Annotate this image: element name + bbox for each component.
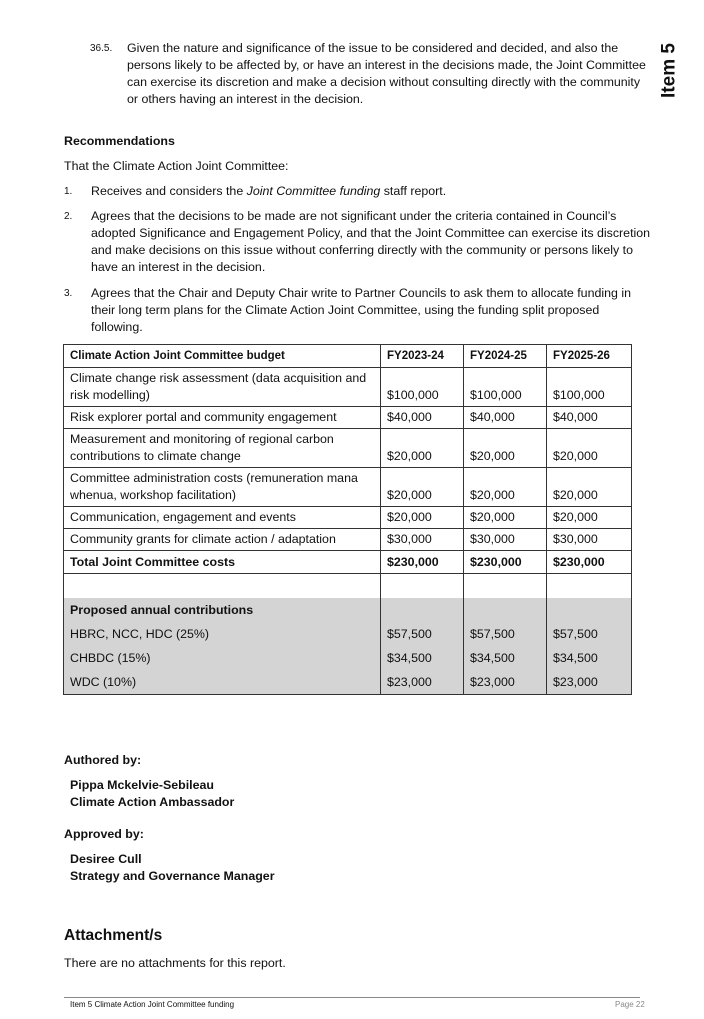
item-tab <box>654 44 684 104</box>
cell-value: $20,000 <box>464 468 547 507</box>
cell-value: $23,000 <box>547 670 632 695</box>
row-label: CHBDC (15%) <box>64 646 381 670</box>
cell-value: $57,500 <box>381 622 464 646</box>
row-label: Climate change risk assessment (data acquisition and risk modelling) <box>64 368 381 407</box>
table-row <box>64 507 632 529</box>
spacer-row <box>64 574 632 599</box>
row-label: Risk explorer portal and community engagement <box>64 407 381 429</box>
item-number: 1. <box>64 186 73 197</box>
approved-label: Approved by: <box>64 827 144 841</box>
table-header-row <box>64 345 632 368</box>
contribution-row <box>64 622 632 646</box>
cell-value: $20,000 <box>381 507 464 529</box>
item-number: 2. <box>64 211 73 222</box>
cell-value: $30,000 <box>547 529 632 551</box>
cell-value: $34,500 <box>547 646 632 670</box>
row-label: Community grants for climate action / adaptation <box>64 529 381 551</box>
cell-value: $34,500 <box>464 646 547 670</box>
row-label: Total Joint Committee costs <box>64 551 381 574</box>
footer-title: Item 5 Climate Action Joint Committee funding <box>70 1000 235 1009</box>
cell-value: $20,000 <box>547 507 632 529</box>
paragraph-36-5 <box>90 40 650 108</box>
recommendations-intro: That the Climate Action Joint Committee: <box>64 159 289 173</box>
cell-value: $34,500 <box>381 646 464 670</box>
cell-value: $20,000 <box>381 468 464 507</box>
cell-value: $100,000 <box>547 368 632 407</box>
recommendation-item <box>64 183 654 200</box>
cell-value: $30,000 <box>381 529 464 551</box>
attachments-text: There are no attachments for this report. <box>64 956 286 970</box>
header-cell: FY2023-24 <box>381 345 464 368</box>
cell-value: $23,000 <box>381 670 464 695</box>
budget-table <box>63 344 632 695</box>
cell-value: $57,500 <box>464 622 547 646</box>
item-text: Agrees that the decisions to be made are not significant under the criteria contained in Council’s adopted Significance and Engagement Policy, and that the Joint Committee can exercise its discretion and make decisions on this issue without conferring directly with the community or persons likely to have an interest in the decision. <box>91 209 651 274</box>
row-label: WDC (10%) <box>64 670 381 695</box>
cell-value: $20,000 <box>464 507 547 529</box>
row-label: HBRC, NCC, HDC (25%) <box>64 622 381 646</box>
cell-value: $20,000 <box>547 468 632 507</box>
cell-value: $230,000 <box>464 551 547 574</box>
item-tab-label: Item 5 <box>658 43 680 98</box>
row-label: Communication, engagement and events <box>64 507 381 529</box>
table-row <box>64 407 632 429</box>
recommendation-item <box>64 285 654 336</box>
cell-value: $30,000 <box>464 529 547 551</box>
cell-value: $20,000 <box>547 429 632 468</box>
cell-value: $230,000 <box>547 551 632 574</box>
item-text: Agrees that the Chair and Deputy Chair write to Partner Councils to ask them to allocate funding in their long term plans for the Climate Action Joint Committee, using the funding split proposed following. <box>91 286 631 334</box>
header-cell: FY2024-25 <box>464 345 547 368</box>
contribution-row <box>64 646 632 670</box>
cell-value: $100,000 <box>381 368 464 407</box>
recommendation-item <box>64 208 654 276</box>
recommendations-heading: Recommendations <box>64 134 175 148</box>
cell-value: $23,000 <box>464 670 547 695</box>
row-label: Committee administration costs (remuneration mana whenua, workshop facilitation) <box>64 468 381 507</box>
page-number: Page 22 <box>615 1000 645 1009</box>
cell-value: $57,500 <box>547 622 632 646</box>
cell-value: $40,000 <box>547 407 632 429</box>
cell-value: $230,000 <box>381 551 464 574</box>
author-role: Climate Action Ambassador <box>70 795 235 809</box>
contribution-row <box>64 670 632 695</box>
attachments-heading: Attachment/s <box>64 927 163 944</box>
cell-value: $40,000 <box>381 407 464 429</box>
cell-value: $20,000 <box>381 429 464 468</box>
row-label: Proposed annual contributions <box>64 598 381 622</box>
footer-divider <box>64 997 640 998</box>
contributions-heading-row <box>64 598 632 622</box>
table-row <box>64 468 632 507</box>
paragraph-text: Given the nature and significance of the issue to be considered and decided, and also the persons likely to be affected by, or have an interest in the decisions made, the Joint Committee can exercise its discretion and make a decision without consulting directly with the community or others having an interest in the decision. <box>127 41 646 106</box>
table-row <box>64 529 632 551</box>
cell-value: $20,000 <box>464 429 547 468</box>
authored-label: Authored by: <box>64 753 142 767</box>
header-cell: Climate Action Joint Committee budget <box>64 345 381 368</box>
header-cell: FY2025-26 <box>547 345 632 368</box>
cell-value: $100,000 <box>464 368 547 407</box>
approver-name: Desiree Cull <box>70 852 142 866</box>
approver-role: Strategy and Governance Manager <box>70 869 275 883</box>
total-row <box>64 551 632 574</box>
item-text: Receives and considers the Joint Committee funding staff report. <box>91 184 447 198</box>
item-number: 3. <box>64 288 73 299</box>
table-row <box>64 429 632 468</box>
cell-value: $40,000 <box>464 407 547 429</box>
paragraph-number: 36.5. <box>90 43 113 54</box>
table-row <box>64 368 632 407</box>
author-name: Pippa Mckelvie-Sebileau <box>70 778 214 792</box>
row-label: Measurement and monitoring of regional carbon contributions to climate change <box>64 429 381 468</box>
